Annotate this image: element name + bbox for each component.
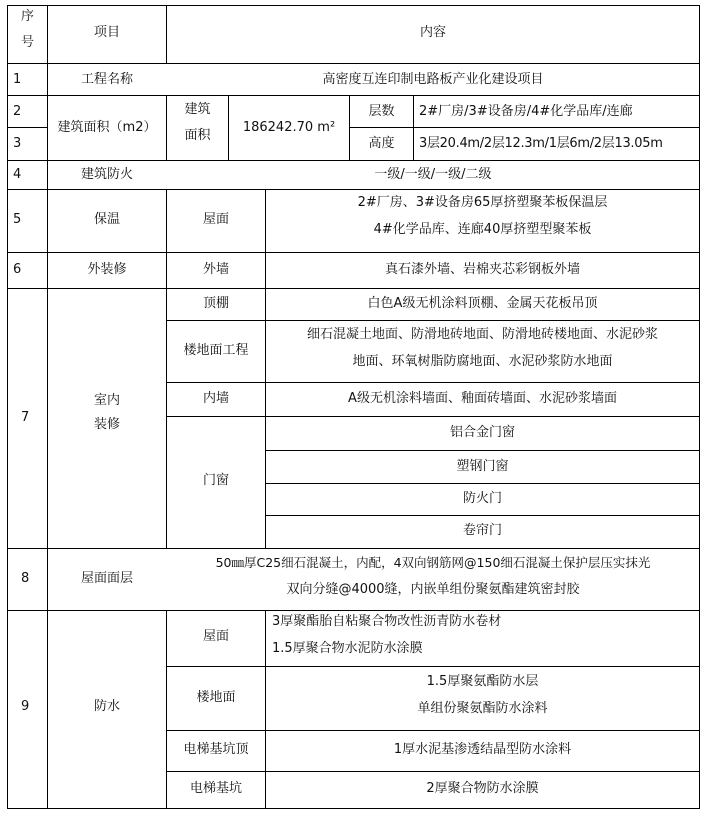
row-divider xyxy=(166,730,699,731)
row-9-pit-label: 电梯基坑 xyxy=(189,781,242,796)
row-divider xyxy=(7,252,699,253)
col-divider xyxy=(166,189,167,548)
header-no-line1: 序 xyxy=(20,9,34,24)
row-divider xyxy=(7,610,699,611)
row-divider xyxy=(265,515,699,516)
row-3-height-label: 高度 xyxy=(368,136,395,151)
row-2-sub-line1: 建筑 xyxy=(184,102,211,117)
row-divider xyxy=(166,666,699,667)
row-2-floors-value: 2#厂房/3#设备房/4#化学品库/连廊 xyxy=(419,104,633,119)
table-border-right xyxy=(699,5,700,809)
row-7-doors-label: 门窗 xyxy=(202,473,229,488)
header-item: 项目 xyxy=(93,25,120,40)
row-7-door-item: 卷帘门 xyxy=(462,523,502,538)
row-7-wall-label: 内墙 xyxy=(202,391,229,406)
row-7-no: 7 xyxy=(21,410,30,425)
row-2-item: 建筑面积（m2） xyxy=(57,120,157,135)
row-5-content xyxy=(266,194,699,238)
row-3-height-value: 3层20.4m/2层12.3m/1层6m/2层13.05m xyxy=(419,136,663,151)
row-7-floor-line2: 地面、环氧树脂防腐地面、水泥砂浆防水地面 xyxy=(352,353,613,369)
row-7-floor-line1: 细石混凝土地面、防滑地砖地面、防滑地砖楼地面、水泥砂浆 xyxy=(306,327,658,342)
row-4-content: 一级/一级/一级/二级 xyxy=(374,167,492,182)
row-5-sub: 屋面 xyxy=(202,212,229,227)
row-6-sub: 外墙 xyxy=(202,262,229,277)
row-7-floor-label: 楼地面工程 xyxy=(183,343,249,358)
row-9-pit-value: 2厚聚合物防水涂膜 xyxy=(426,781,539,796)
row-9-pit-top-label: 电梯基坑顶 xyxy=(183,742,249,757)
col-divider xyxy=(413,95,414,160)
row-9-roof-label: 屋面 xyxy=(202,629,229,644)
row-9-floor-line2: 单组份聚氨酯防水涂料 xyxy=(417,700,548,716)
row-divider xyxy=(7,95,699,96)
row-divider xyxy=(7,288,699,289)
row-divider xyxy=(7,160,699,161)
row-9-no: 9 xyxy=(21,699,30,714)
row-2-area-value: 186242.70 m² xyxy=(242,120,336,135)
row-2-no: 2 xyxy=(13,104,22,119)
row-6-no: 6 xyxy=(13,262,22,277)
row-6-content: 真石漆外墙、岩棉夹芯彩钢板外墙 xyxy=(384,262,580,277)
row-1-content: 高密度互连印制电路板产业化建设项目 xyxy=(322,72,544,87)
header-content: 内容 xyxy=(419,25,446,40)
row-5-line1: 2#厂房、3#设备房65厚挤塑聚苯板保温层 xyxy=(357,195,608,210)
row-5-item: 保温 xyxy=(93,212,120,227)
row-8-no: 8 xyxy=(21,571,30,586)
row-2-floors-label: 层数 xyxy=(368,104,395,119)
row-divider xyxy=(7,189,699,190)
row-divider xyxy=(166,382,699,383)
row-divider xyxy=(7,548,699,549)
row-4-no: 4 xyxy=(13,167,22,182)
row-7-floor-value xyxy=(266,326,699,370)
row-7-item xyxy=(48,392,166,433)
row-divider xyxy=(7,127,47,128)
row-7-item-line1: 室内 xyxy=(93,393,120,408)
row-9-floor-value xyxy=(266,673,699,717)
row-divider xyxy=(265,483,699,484)
row-divider xyxy=(7,63,699,64)
row-2-sub-label xyxy=(167,101,228,144)
row-7-item-line2: 装修 xyxy=(93,416,120,432)
row-1-no: 1 xyxy=(13,72,22,87)
row-7-door-item: 防火门 xyxy=(462,491,502,506)
row-9-roof-value xyxy=(272,613,501,657)
row-5-no: 5 xyxy=(13,212,22,227)
table-border-top xyxy=(7,5,699,6)
header-no xyxy=(8,8,47,51)
row-3-no: 3 xyxy=(13,136,22,151)
table-border-left xyxy=(7,5,8,809)
row-9-roof-line2: 1.5厚聚合物水泥防水涂膜 xyxy=(272,640,423,656)
row-1-item: 工程名称 xyxy=(80,72,133,87)
row-9-floor-line1: 1.5厚聚氨酯防水层 xyxy=(426,674,539,689)
row-divider xyxy=(349,127,699,128)
row-7-ceiling-label: 顶棚 xyxy=(202,296,229,311)
row-8-content xyxy=(167,555,699,598)
row-2-sub-line2: 面积 xyxy=(184,127,211,143)
row-7-door-item: 铝合金门窗 xyxy=(449,425,515,440)
row-7-wall-value: A级无机涂料墙面、釉面砖墙面、水泥砂浆墙面 xyxy=(348,391,617,406)
row-9-roof-line1: 3厚聚酯胎自粘聚合物改性沥青防水卷材 xyxy=(272,614,502,629)
header-no-line2: 号 xyxy=(20,34,34,50)
row-8-line1: 50㎜厚C25细石混凝土，内配，4双向钢筋网@150细石混凝土保护层压实抹光 xyxy=(215,555,651,570)
row-9-item: 防水 xyxy=(93,699,120,714)
row-divider xyxy=(166,320,699,321)
row-9-pit-top-value: 1厚水泥基渗透结晶型防水涂料 xyxy=(393,742,572,757)
row-7-ceiling-value: 白色A级无机涂料顶棚、金属天花板吊顶 xyxy=(367,296,598,311)
row-9-floor-label: 楼地面 xyxy=(196,690,236,705)
row-divider xyxy=(166,771,699,772)
row-8-item: 屋面面层 xyxy=(80,571,133,586)
row-divider xyxy=(166,416,699,417)
table-border-bottom xyxy=(7,808,699,809)
row-7-door-item: 塑钢门窗 xyxy=(456,459,509,474)
row-5-line2: 4#化学品库、连廊40厚挤塑型聚苯板 xyxy=(373,221,592,237)
row-6-item: 外装修 xyxy=(87,262,127,277)
row-8-line2: 双向分缝@4000缝，内嵌单组份聚氨酯建筑密封胶 xyxy=(286,581,580,597)
row-divider xyxy=(265,450,699,451)
row-4-item: 建筑防火 xyxy=(80,167,133,182)
